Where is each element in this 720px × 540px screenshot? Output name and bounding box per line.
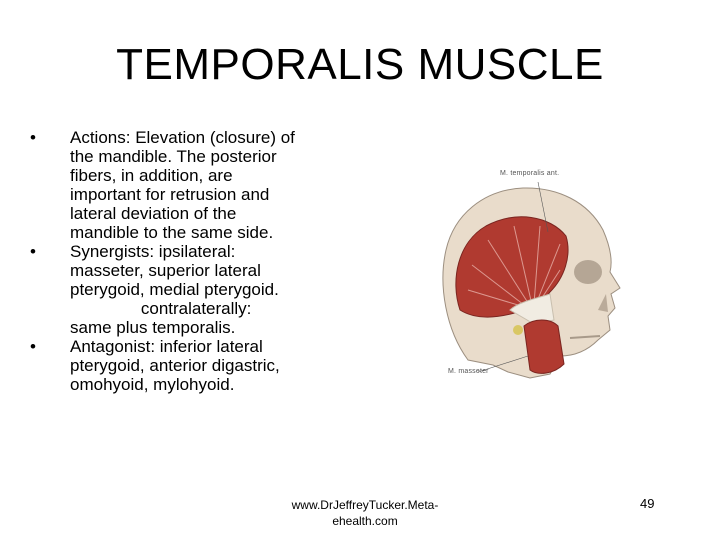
orbit-shape <box>574 260 602 284</box>
bullet-antagonist <box>30 337 350 394</box>
footer-source-line: ehealth.com <box>332 514 398 528</box>
bullet-line: important for retrusion and <box>70 185 270 204</box>
footer-source-line: www.DrJeffreyTucker.Meta- <box>291 498 439 512</box>
bullet-continuation-line: contralaterally: <box>70 299 252 318</box>
footer-source <box>265 497 465 529</box>
bullet-marker: • <box>30 337 36 356</box>
bullet-synergists <box>30 242 350 299</box>
bullet-line: omohyoid, mylohyoid. <box>70 375 235 394</box>
bullet-line: Synergists: ipsilateral: <box>70 242 236 261</box>
slide-title: TEMPORALIS MUSCLE <box>116 40 604 89</box>
bullet-marker: • <box>30 128 36 147</box>
bullet-list <box>30 128 350 394</box>
figure-label-masseter: M. masseter <box>448 368 489 375</box>
bullet-line: Actions: Elevation (closure) of <box>70 128 295 147</box>
skull-drawing <box>438 160 628 392</box>
bullet-line: fibers, in addition, are <box>70 166 233 185</box>
page-number: 49 <box>640 496 655 511</box>
bullet-line: the mandible. The posterior <box>70 147 277 166</box>
figure-label-temporalis: M. temporalis ant. <box>500 170 560 177</box>
bullet-line: pterygoid, medial pterygoid. <box>70 280 279 299</box>
bullet-line: pterygoid, anterior digastric, <box>70 356 280 375</box>
bullet-line: Antagonist: inferior lateral <box>70 337 263 356</box>
bullet-line: lateral deviation of the <box>70 204 237 223</box>
masseter-muscle-shape <box>524 320 564 373</box>
bullet-line: mandible to the same side. <box>70 223 274 242</box>
temporalis-illustration <box>438 160 628 392</box>
ear-marker <box>513 325 523 335</box>
bullet-actions <box>30 128 350 242</box>
bullet-marker: • <box>30 242 36 261</box>
bullet-continuation-line: same plus temporalis. <box>70 318 236 337</box>
bullet-line: masseter, superior lateral <box>70 261 261 280</box>
